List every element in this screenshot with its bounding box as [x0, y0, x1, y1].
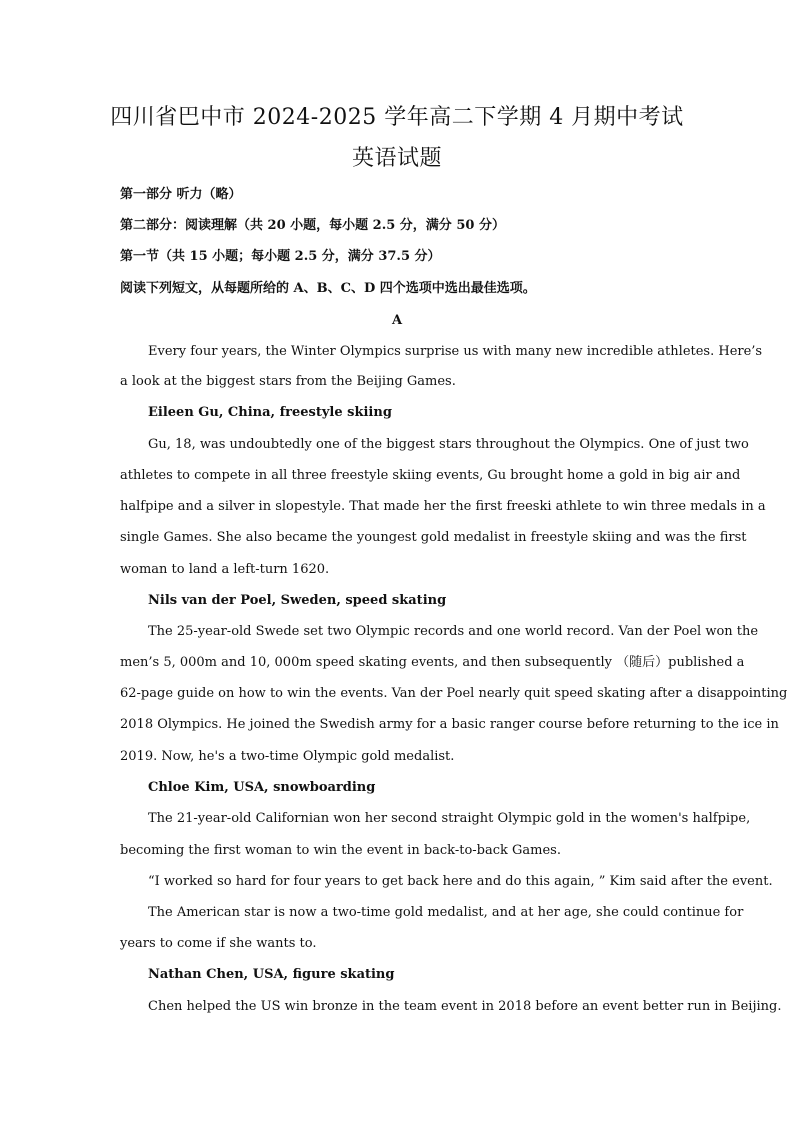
intro-line-2: a look at the biggest stars from the Beijing Games.	[120, 374, 456, 389]
athlete-van-der-poel-line-5: 2019. Now, he's a two-time Olympic gold medalist.	[120, 749, 455, 764]
athlete-gu-line-3: halfpipe and a silver in slopestyle. That made her the first freeski athlete to win three medals in a	[120, 499, 766, 514]
athlete-gu-line-5: woman to land a left-turn 1620.	[120, 562, 330, 577]
document-subtitle: 英语试题	[351, 146, 442, 171]
athlete-chen-line-1: Chen helped the US win bronze in the team event in 2018 before an event better run in Beijing.	[148, 999, 782, 1014]
athlete-kim-line-5: years to come if she wants to.	[120, 936, 317, 951]
athlete-kim-line-1: The 21-year-old Californian won her second straight Olympic gold in the women's halfpipe,	[148, 811, 751, 826]
athlete-gu-line-2: athletes to compete in all three freestyle skiing events, Gu brought home a gold in big air and	[120, 468, 741, 483]
athlete-kim-line-3: “I worked so hard for four years to get back here and do this again, ” Kim said after the event.	[148, 874, 773, 889]
document-title: 四川省巴中市 2024-2025 学年高二下学期 4 月期中考试	[110, 105, 684, 130]
athlete-kim-line-2: becoming the first woman to win the event in back-to-back Games.	[120, 843, 561, 858]
athlete-gu-line-1: Gu, 18, was undoubtedly one of the biggest stars throughout the Olympics. One of just two	[148, 437, 749, 452]
athlete-van-der-poel-line-3: 62-page guide on how to win the events. Van der Poel nearly quit speed skating after a disappointing	[120, 686, 788, 701]
athlete-heading-gu: Eileen Gu, China, freestyle skiing	[148, 405, 392, 420]
athlete-van-der-poel-line-4: 2018 Olympics. He joined the Swedish army for a basic ranger course before returning to the ice in	[120, 717, 779, 732]
athlete-heading-kim: Chloe Kim, USA, snowboarding	[148, 780, 376, 795]
section-heading-part2-section1: 第一节（共 15 小题；每小题 2.5 分，满分 37.5 分）	[120, 249, 441, 264]
section-heading-part2: 第二部分：阅读理解（共 20 小题，每小题 2.5 分，满分 50 分）	[120, 218, 505, 233]
athlete-gu-line-4: single Games. She also became the youngest gold medalist in freestyle skiing and was the first	[120, 530, 747, 545]
athlete-van-der-poel-line-1: The 25-year-old Swede set two Olympic records and one world record. Van der Poel won the	[148, 624, 759, 639]
reading-instructions: 阅读下列短文，从每题所给的 A、B、C、D 四个选项中选出最佳选项。	[120, 281, 536, 296]
intro-line-1: Every four years, the Winter Olympics surprise us with many new incredible athletes. Here’s	[148, 344, 763, 359]
athlete-heading-chen: Nathan Chen, USA, figure skating	[148, 967, 395, 982]
passage-label: A	[391, 313, 403, 328]
athlete-kim-line-4: The American star is now a two-time gold medalist, and at her age, she could continue for	[148, 905, 744, 920]
section-heading-part1: 第一部分 听力（略）	[120, 187, 242, 202]
athlete-heading-van-der-poel: Nils van der Poel, Sweden, speed skating	[148, 593, 447, 608]
athlete-van-der-poel-line-2: men’s 5, 000m and 10, 000m speed skating events, and then subsequently （随后）published a	[120, 655, 745, 670]
